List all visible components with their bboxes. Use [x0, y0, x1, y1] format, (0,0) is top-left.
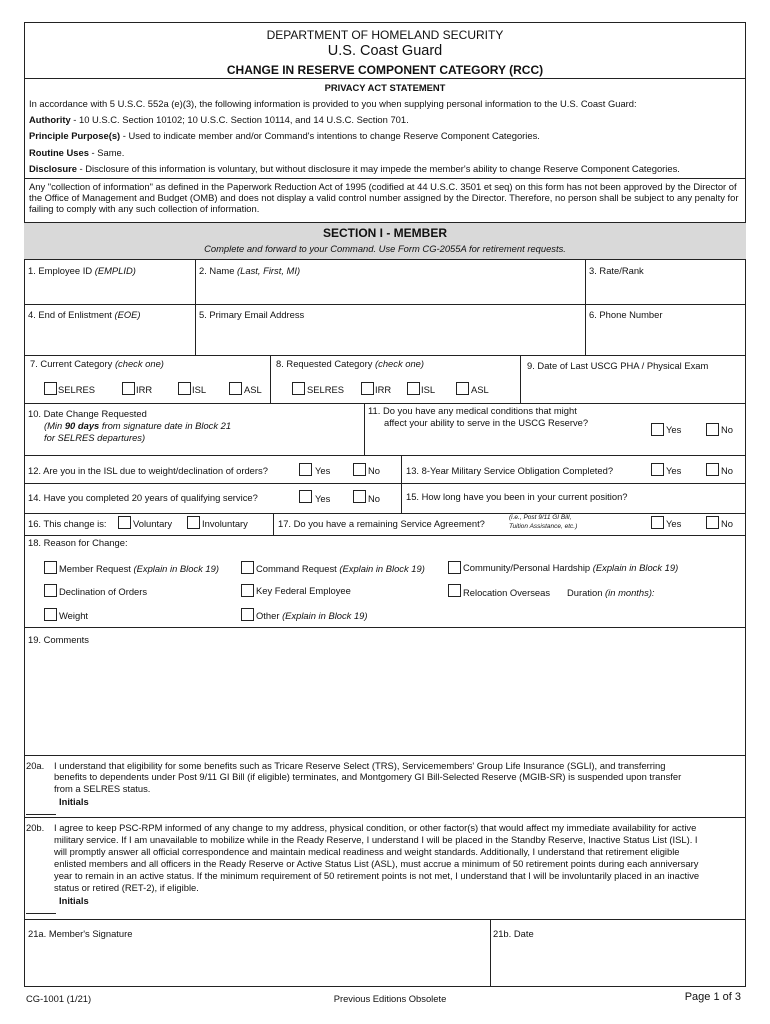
current-category-label: 7. Current Category (check one)	[30, 358, 164, 369]
ack-20b-initials-label: Initials	[59, 895, 89, 906]
requested-selres-label: SELRES	[307, 384, 344, 395]
current-selres-label: SELRES	[58, 384, 95, 395]
divider	[24, 355, 746, 356]
page-number: Page 1 of 3	[684, 991, 741, 1003]
medical-yes-checkbox[interactable]	[651, 423, 664, 436]
section-subtitle: Complete and forward to your Command. Use Form CG-2055A for retirement requests.	[204, 243, 566, 254]
email-label: 5. Primary Email Address	[199, 309, 305, 320]
isl-weight-yes-checkbox[interactable]	[299, 463, 312, 476]
change-type-label: 16. This change is:	[28, 518, 107, 529]
reason-declination-label: Declination of Orders	[59, 586, 148, 597]
reason-declination-checkbox[interactable]	[44, 584, 57, 597]
duration-label: Duration (in months):	[567, 587, 655, 598]
privacy-purpose: Principle Purpose(s) - Used to indicate member and/or Command's intentions to change Reserve Component Categories.	[29, 130, 540, 141]
qualifying-no-label: No	[368, 493, 380, 504]
requested-category-label: 8. Requested Category (check one)	[276, 358, 425, 369]
reason-key-federal-label: Key Federal Employee	[256, 585, 351, 596]
current-isl-checkbox[interactable]	[178, 382, 191, 395]
isl-weight-yes-label: Yes	[315, 465, 331, 476]
section-title: SECTION I - MEMBER	[322, 226, 447, 240]
privacy-routine: Routine Uses - Same.	[29, 147, 125, 158]
agency-title: U.S. Coast Guard	[327, 43, 443, 59]
form-number: CG-1001 (1/21)	[26, 993, 92, 1004]
ack-20a-number: 20a.	[26, 760, 45, 771]
divider	[24, 403, 746, 404]
divider	[24, 78, 746, 79]
divider	[24, 627, 746, 628]
signature-label: 21a. Member's Signature	[28, 928, 133, 939]
current-asl-checkbox[interactable]	[229, 382, 242, 395]
date-label: 21b. Date	[493, 928, 534, 939]
requested-isl-checkbox[interactable]	[407, 382, 420, 395]
divider	[490, 919, 491, 987]
reason-weight-label: Weight	[59, 610, 89, 621]
divider	[24, 178, 746, 179]
divider	[24, 455, 746, 456]
ack-20b-line1: I agree to keep PSC-RPM informed of any change to my address, physical condition, or other factor(s) that would affect my immediate availability for active	[54, 822, 697, 833]
reason-relocation-checkbox[interactable]	[448, 584, 461, 597]
isl-weight-label: 12. Are you in the ISL due to weight/declination of orders?	[28, 465, 268, 476]
divider	[195, 260, 196, 356]
ack-20a-initials-label: Initials	[59, 796, 89, 807]
requested-irr-checkbox[interactable]	[361, 382, 374, 395]
divider	[585, 260, 586, 356]
current-asl-label: ASL	[244, 384, 262, 395]
reason-member-label: Member Request (Explain in Block 19)	[59, 563, 219, 574]
divider	[24, 483, 746, 484]
reason-member-checkbox[interactable]	[44, 561, 57, 574]
reason-other-label: Other (Explain in Block 19)	[256, 610, 368, 621]
name-label: 2. Name (Last, First, MI)	[199, 265, 301, 276]
qualifying-yes-checkbox[interactable]	[299, 490, 312, 503]
ack-20b-line3: will promptly answer all official correspondence and maintain medical readiness and weight standards. Additionally, I understand that retirement eligible	[54, 846, 680, 857]
reason-command-label: Command Request (Explain in Block 19)	[256, 563, 425, 574]
qualifying-yes-label: Yes	[315, 493, 331, 504]
privacy-heading: PRIVACY ACT STATEMENT	[324, 82, 446, 93]
ack-20b-line5: year to remain in an active status. If the minimum requirement of 50 retirement points is not met, I understand that I will be involuntarily placed in an inactive	[54, 870, 700, 881]
requested-asl-label: ASL	[471, 384, 489, 395]
department-title: DEPARTMENT OF HOMELAND SECURITY	[266, 28, 504, 42]
reason-community-label: Community/Personal Hardship (Explain in Block 19)	[463, 562, 679, 573]
medical-conditions-label-2: affect your ability to serve in the USCG Reserve?	[384, 417, 589, 428]
current-irr-checkbox[interactable]	[122, 382, 135, 395]
divider	[24, 817, 746, 818]
ack-20b-initials-line[interactable]	[26, 913, 56, 914]
divider	[520, 355, 521, 403]
requested-asl-checkbox[interactable]	[456, 382, 469, 395]
isl-weight-no-label: No	[368, 465, 380, 476]
divider	[364, 403, 365, 455]
divider	[24, 513, 746, 514]
comments-label: 19. Comments	[28, 634, 89, 645]
qualifying-no-checkbox[interactable]	[353, 490, 366, 503]
voluntary-label: Voluntary	[133, 518, 173, 529]
medical-conditions-label: 11. Do you have any medical conditions that might	[368, 405, 577, 416]
ack-20a-initials-line[interactable]	[26, 814, 56, 815]
reason-key-federal-checkbox[interactable]	[241, 584, 254, 597]
form-title: CHANGE IN RESERVE COMPONENT CATEGORY (RCC)	[226, 63, 544, 77]
signature-field[interactable]	[26, 942, 486, 984]
involuntary-label: Involuntary	[202, 518, 248, 529]
ack-20a-line1: I understand that eligibility for some benefits such as Tricare Reserve Select (TRS), Servicemembers' Group Life Insurance (SGLI), and transferring	[54, 760, 666, 771]
eoe-label: 4. End of Enlistment (EOE)	[28, 309, 141, 320]
msob-no-checkbox[interactable]	[706, 463, 719, 476]
ack-20b-number: 20b.	[26, 822, 45, 833]
medical-no-checkbox[interactable]	[706, 423, 719, 436]
divider	[24, 304, 746, 305]
privacy-intro: In accordance with 5 U.S.C. 552a (e)(3), the following information is provided to you when supplying personal information to the U.S. Coast Guard:	[29, 98, 637, 109]
current-position-label: 15. How long have you been in your current position?	[406, 491, 628, 502]
privacy-authority: Authority - 10 U.S.C. Section 10102; 10 U.S.C. Section 10114, and 14 U.S.C. Section 701.	[29, 114, 409, 125]
involuntary-checkbox[interactable]	[187, 516, 200, 529]
service-agreement-yes-label: Yes	[666, 518, 682, 529]
requested-isl-label: ISL	[421, 384, 436, 395]
ack-20b-line2: military service. If I am unavailable to mobilize while in the Ready Reserve, I understand I will be placed in the Standby Reserve, Inactive Status List (ISL). I	[54, 834, 698, 845]
ack-20a-line2: benefits to dependents under Post 9/11 GI Bill (if eligible) terminates, and Montgomery GI Bill-Selected Reserve (MGIB-SR) is suspended upon transfer	[54, 771, 682, 782]
reason-command-checkbox[interactable]	[241, 561, 254, 574]
ack-20a-line3: from a SELRES status.	[54, 783, 151, 794]
divider	[401, 455, 402, 513]
rate-rank-label: 3. Rate/Rank	[589, 265, 644, 276]
privacy-disclosure: Disclosure - Disclosure of this information is voluntary, but without disclosure it may impede the member's ability to change Reserve Component Categories.	[29, 163, 680, 174]
isl-weight-no-checkbox[interactable]	[353, 463, 366, 476]
date-field[interactable]	[493, 942, 743, 984]
divider	[24, 919, 746, 920]
physical-exam-label: 9. Date of Last USCG PHA / Physical Exam	[527, 360, 709, 371]
divider	[24, 755, 746, 756]
msob-yes-checkbox[interactable]	[651, 463, 664, 476]
comments-field[interactable]	[26, 648, 744, 752]
medical-no-label: No	[721, 424, 733, 435]
service-agreement-note-2: Tuition Assistance, etc.)	[509, 523, 578, 530]
date-change-note: (Min 90 days from signature date in Block 21	[44, 420, 232, 431]
requested-irr-label: IRR	[375, 384, 392, 395]
medical-yes-label: Yes	[666, 424, 682, 435]
phone-label: 6. Phone Number	[589, 309, 663, 320]
reason-label: 18. Reason for Change:	[28, 537, 128, 548]
voluntary-checkbox[interactable]	[118, 516, 131, 529]
current-selres-checkbox[interactable]	[44, 382, 57, 395]
divider	[24, 535, 746, 536]
reason-other-checkbox[interactable]	[241, 608, 254, 621]
current-isl-label: ISL	[192, 384, 207, 395]
obsolete-notice: Previous Editions Obsolete	[333, 993, 447, 1004]
msob-label: 13. 8-Year Military Service Obligation Completed?	[406, 465, 614, 476]
requested-selres-checkbox[interactable]	[292, 382, 305, 395]
reason-weight-checkbox[interactable]	[44, 608, 57, 621]
reason-relocation-label: Relocation Overseas	[463, 587, 551, 598]
msob-yes-label: Yes	[666, 465, 682, 476]
divider	[273, 513, 274, 535]
ack-20b-line4: enlisted members and all officers in the Ready Reserve or Active Status List (ASL), must accrue a minimum of 50 retirement points during each anniversary	[54, 858, 699, 869]
date-change-label: 10. Date Change Requested	[28, 408, 147, 419]
divider	[270, 355, 271, 403]
service-agreement-note: (i.e., Post 9/11 GI Bill,	[509, 514, 572, 521]
service-agreement-no-checkbox[interactable]	[706, 516, 719, 529]
ack-20b-line6: status or retired (RET-2), if eligible.	[54, 882, 199, 893]
employee-id-label: 1. Employee ID (EMPLID)	[28, 265, 136, 276]
qualifying-service-label: 14. Have you completed 20 years of qualifying service?	[28, 492, 258, 503]
service-agreement-no-label: No	[721, 518, 733, 529]
date-change-note-2: for SELRES departures)	[44, 432, 146, 443]
service-agreement-yes-checkbox[interactable]	[651, 516, 664, 529]
current-irr-label: IRR	[136, 384, 153, 395]
service-agreement-label: 17. Do you have a remaining Service Agreement?	[278, 518, 485, 529]
reason-community-checkbox[interactable]	[448, 561, 461, 574]
paperwork-notice: Any "collection of information" as defined in the Paperwork Reduction Act of 1995 (codified at 44 U.S.C. 3501 et seq) on this form has not been approved by the Director of the Office of Management and Budget (OMB) and does not display a valid control number assigned by the Director. Therefore, no person shall be subject to any penalty for failing to comply with any such collection of information.	[29, 181, 739, 214]
msob-no-label: No	[721, 465, 733, 476]
